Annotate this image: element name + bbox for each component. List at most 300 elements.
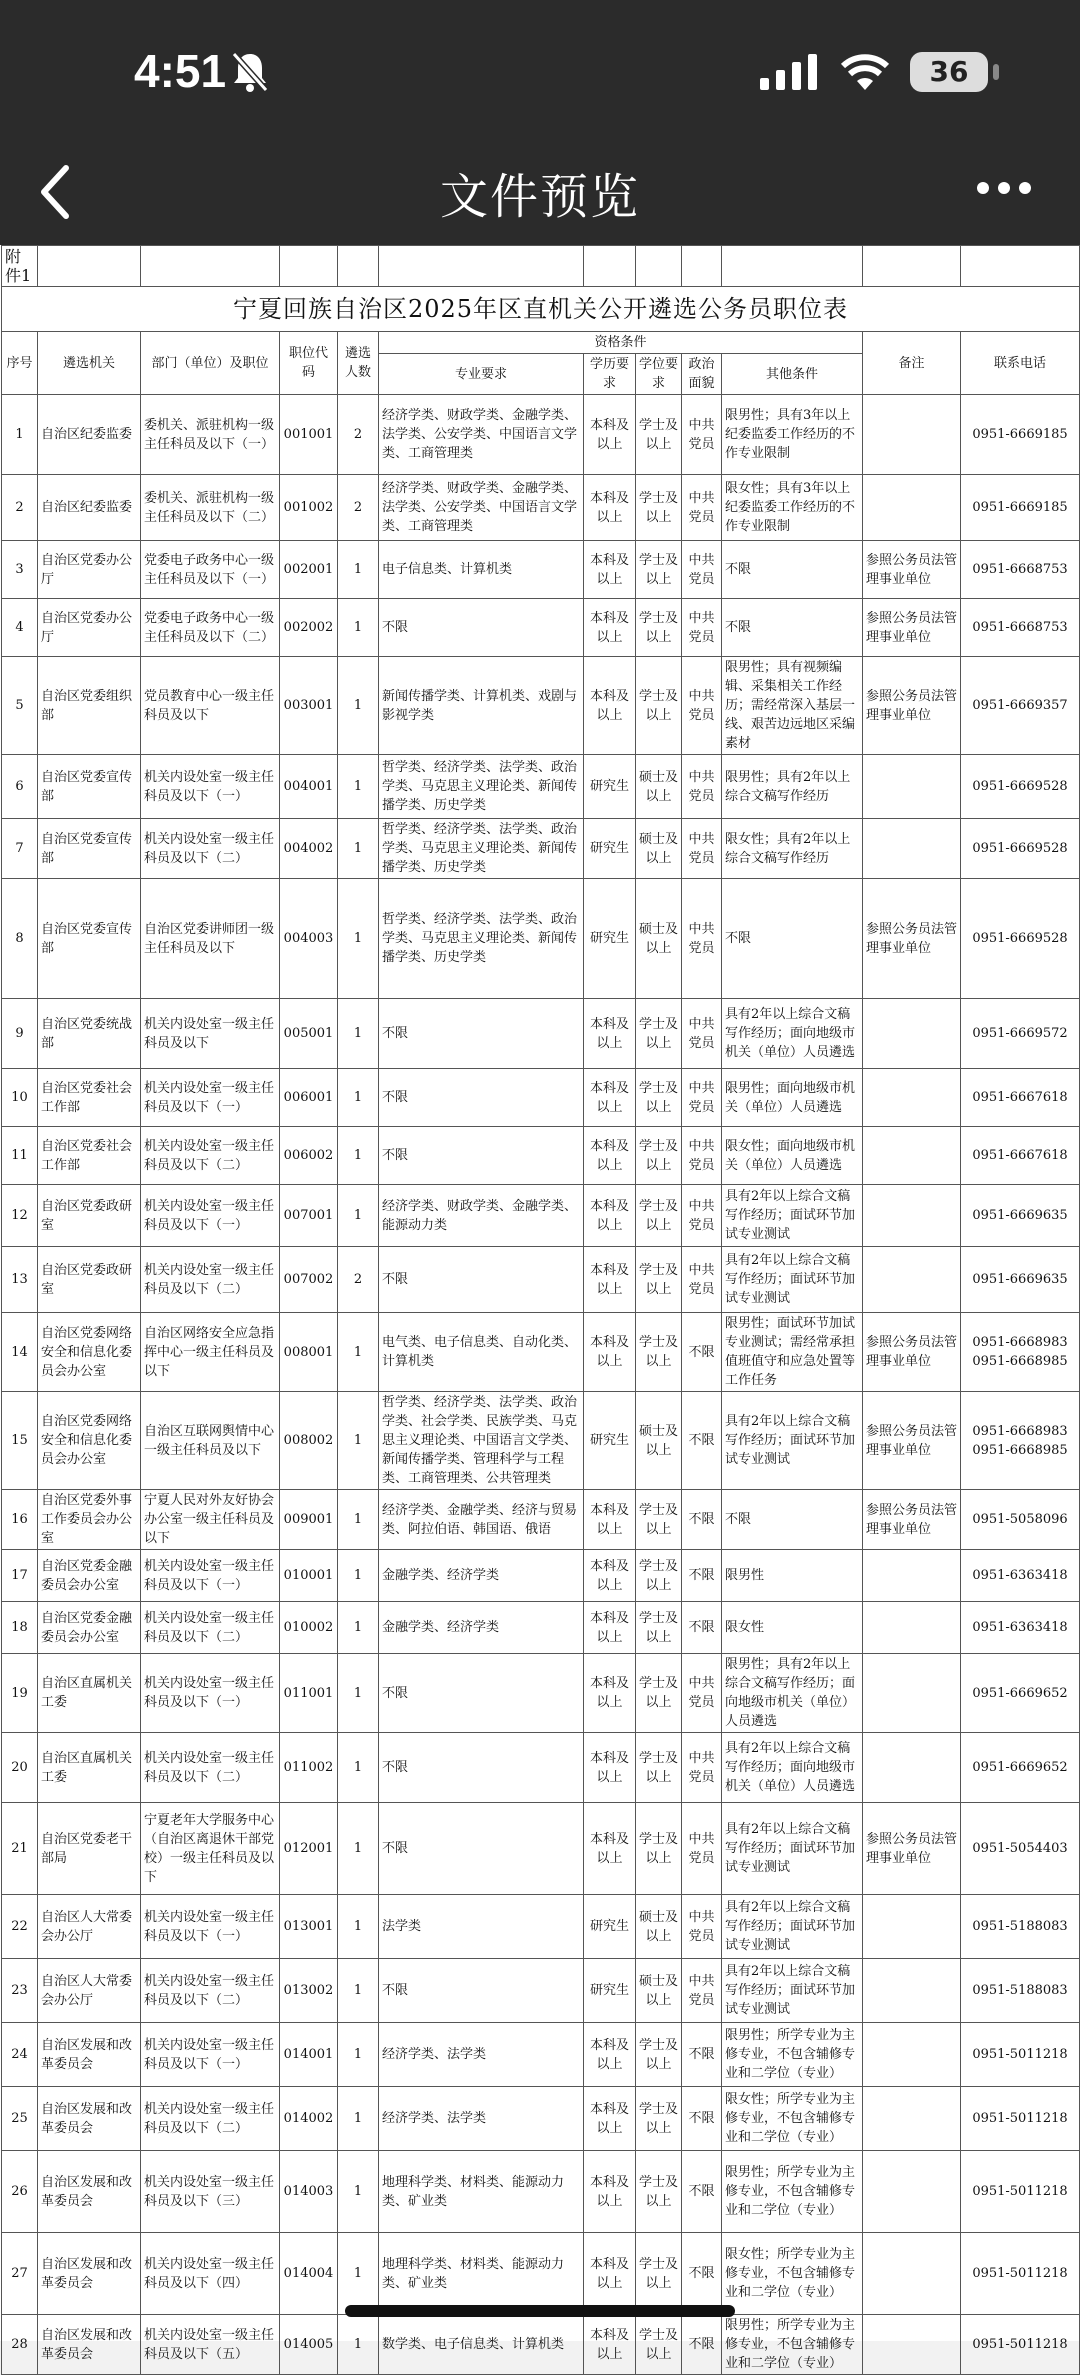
cell-dept: 机关内设处室一级主任科员及以下（一）	[141, 1069, 280, 1127]
cell-degree: 学士及以上	[636, 2315, 682, 2375]
cell-degree: 学士及以上	[636, 657, 682, 755]
cell-major: 地理科学类、材料类、能源动力类、矿业类	[379, 2233, 584, 2315]
cell-political: 中共党员	[682, 879, 722, 999]
table-row	[2, 999, 1080, 1069]
cell-dept: 机关内设处室一级主任科员及以下（二）	[141, 1127, 280, 1185]
cell-other: 限男性；面向地级市机关（单位）人员遴选	[722, 1069, 863, 1127]
cell-phone: 0951-6669635	[961, 1185, 1080, 1247]
table-row	[2, 1550, 1080, 1602]
cell-seq: 3	[2, 541, 38, 599]
header-degree: 学位要求	[636, 354, 682, 395]
cell-num: 1	[338, 2233, 379, 2315]
cell-note	[863, 1247, 961, 1313]
cell-phone: 0951-6669185	[961, 475, 1080, 541]
cell-org: 自治区党委外事工作委员会办公室	[38, 1490, 141, 1550]
cell-seq: 27	[2, 2233, 38, 2315]
cell-degree: 学士及以上	[636, 395, 682, 475]
cell-degree: 学士及以上	[636, 1803, 682, 1895]
cell-major: 经济学类、财政学类、金融学类、能源动力类	[379, 1185, 584, 1247]
cell-code: 003001	[280, 657, 338, 755]
cell-other: 限男性；具有2年以上综合文稿写作经历；面向地级市机关（单位）人员遴选	[722, 1654, 863, 1733]
cell-code: 004003	[280, 879, 338, 999]
cell-note	[863, 2087, 961, 2151]
cell-political: 不限	[682, 1490, 722, 1550]
cell-other: 具有2年以上综合文稿写作经历；面试环节加试专业测试	[722, 1185, 863, 1247]
cell-dept: 机关内设处室一级主任科员及以下（五）	[141, 2315, 280, 2375]
cell-code: 012001	[280, 1803, 338, 1895]
table-row	[2, 1654, 1080, 1733]
cell-other: 不限	[722, 541, 863, 599]
cell-major: 不限	[379, 999, 584, 1069]
cell-edu: 研究生	[584, 819, 636, 879]
cell-phone: 0951-6363418	[961, 1602, 1080, 1654]
cell-org: 自治区党委宣传部	[38, 819, 141, 879]
cell-degree: 硕士及以上	[636, 755, 682, 819]
cell-major: 金融学类、经济学类	[379, 1550, 584, 1602]
cell-edu: 本科及以上	[584, 1733, 636, 1803]
cell-edu: 研究生	[584, 755, 636, 819]
cell-note	[863, 2023, 961, 2087]
cell-num: 1	[338, 599, 379, 657]
cell-phone: 0951-6669572	[961, 999, 1080, 1069]
cell-political: 不限	[682, 2151, 722, 2233]
cell-org: 自治区党委老干部局	[38, 1803, 141, 1895]
table-row	[2, 1247, 1080, 1313]
table-row	[2, 879, 1080, 999]
cell-degree: 学士及以上	[636, 1602, 682, 1654]
cell-phone: 0951-5011218	[961, 2023, 1080, 2087]
cell-edu: 本科及以上	[584, 1069, 636, 1127]
cell-political: 中共党员	[682, 1247, 722, 1313]
cell-degree: 硕士及以上	[636, 819, 682, 879]
cell-edu: 研究生	[584, 1895, 636, 1959]
status-bar	[0, 0, 1080, 140]
cell-num: 1	[338, 1069, 379, 1127]
table-row	[2, 541, 1080, 599]
cell-political: 中共党员	[682, 541, 722, 599]
cell-num: 1	[338, 2087, 379, 2151]
cell-note	[863, 1127, 961, 1185]
cell-org: 自治区发展和改革委员会	[38, 2087, 141, 2151]
wifi-icon	[840, 52, 890, 96]
table-row	[2, 1733, 1080, 1803]
cell-political: 中共党员	[682, 755, 722, 819]
cell-code: 006001	[280, 1069, 338, 1127]
table-row	[2, 2233, 1080, 2315]
table-row	[2, 755, 1080, 819]
cell-org: 自治区党委办公厅	[38, 599, 141, 657]
cell-code: 011002	[280, 1733, 338, 1803]
cell-other: 限男性；所学专业为主修专业，不包含辅修专业和二学位（专业）	[722, 2023, 863, 2087]
battery-indicator: 36	[910, 52, 988, 92]
cell-code: 004001	[280, 755, 338, 819]
table-row	[2, 2315, 1080, 2375]
cell-political: 不限	[682, 2315, 722, 2375]
cell-degree: 硕士及以上	[636, 1392, 682, 1490]
cell-note	[863, 755, 961, 819]
cell-dept: 机关内设处室一级主任科员及以下（一）	[141, 1185, 280, 1247]
header-seq: 序号	[2, 332, 38, 395]
cell-code: 007001	[280, 1185, 338, 1247]
cell-major: 金融学类、经济学类	[379, 1602, 584, 1654]
cell-note	[863, 1895, 961, 1959]
cell-phone: 0951-6668983 0951-6668985	[961, 1313, 1080, 1392]
cell-degree: 硕士及以上	[636, 1895, 682, 1959]
cell-other: 具有2年以上综合文稿写作经历；面向地级市机关（单位）人员遴选	[722, 999, 863, 1069]
cell-code: 010001	[280, 1550, 338, 1602]
cell-code: 009001	[280, 1490, 338, 1550]
cell-edu: 研究生	[584, 879, 636, 999]
cell-code: 014004	[280, 2233, 338, 2315]
table-row	[2, 1127, 1080, 1185]
cell-major: 经济学类、法学类	[379, 2023, 584, 2087]
cellular-signal-icon	[760, 54, 820, 94]
cell-code: 011001	[280, 1654, 338, 1733]
cell-edu: 本科及以上	[584, 2151, 636, 2233]
cell-other: 限女性；所学专业为主修专业，不包含辅修专业和二学位（专业）	[722, 2233, 863, 2315]
document-viewer[interactable]	[0, 245, 1080, 2371]
cell-dept: 自治区党委讲师团一级主任科员及以下	[141, 879, 280, 999]
cell-degree: 学士及以上	[636, 1550, 682, 1602]
cell-major: 数学类、电子信息类、计算机类	[379, 2315, 584, 2375]
cell-note	[863, 1959, 961, 2023]
cell-dept: 机关内设处室一级主任科员及以下（二）	[141, 2087, 280, 2151]
cell-dept: 党委电子政务中心一级主任科员及以下（二）	[141, 599, 280, 657]
cell-degree: 学士及以上	[636, 1069, 682, 1127]
cell-org: 自治区党委金融委员会办公室	[38, 1602, 141, 1654]
table-row	[2, 657, 1080, 755]
cell-edu: 本科及以上	[584, 475, 636, 541]
cell-code: 014003	[280, 2151, 338, 2233]
cell-dept: 机关内设处室一级主任科员及以下（四）	[141, 2233, 280, 2315]
cell-org: 自治区党委政研室	[38, 1247, 141, 1313]
cell-note	[863, 395, 961, 475]
cell-seq: 28	[2, 2315, 38, 2375]
cell-edu: 本科及以上	[584, 2315, 636, 2375]
cell-phone: 0951-6668753	[961, 541, 1080, 599]
cell-other: 限女性	[722, 1602, 863, 1654]
cell-dept: 委机关、派驻机构一级主任科员及以下（二）	[141, 475, 280, 541]
cell-edu: 本科及以上	[584, 541, 636, 599]
cell-org: 自治区发展和改革委员会	[38, 2023, 141, 2087]
cell-note: 参照公务员法管理事业单位	[863, 1313, 961, 1392]
cell-num: 1	[338, 2151, 379, 2233]
cell-other: 具有2年以上综合文稿写作经历；面向地级市机关（单位）人员遴选	[722, 1733, 863, 1803]
cell-num: 1	[338, 1959, 379, 2023]
table-row	[2, 2087, 1080, 2151]
cell-num: 1	[338, 999, 379, 1069]
cell-dept: 自治区网络安全应急指挥中心一级主任科员及以下	[141, 1313, 280, 1392]
cell-code: 013001	[280, 1895, 338, 1959]
cell-other: 限女性；具有2年以上综合文稿写作经历	[722, 819, 863, 879]
cell-org: 自治区发展和改革委员会	[38, 2315, 141, 2375]
cell-degree: 学士及以上	[636, 1247, 682, 1313]
cell-major: 不限	[379, 1127, 584, 1185]
cell-org: 自治区发展和改革委员会	[38, 2151, 141, 2233]
table-row	[2, 2151, 1080, 2233]
cell-edu: 本科及以上	[584, 1185, 636, 1247]
cell-edu: 本科及以上	[584, 1654, 636, 1733]
cell-note	[863, 999, 961, 1069]
cell-org: 自治区党委宣传部	[38, 879, 141, 999]
cell-code: 001001	[280, 395, 338, 475]
cell-num: 1	[338, 2023, 379, 2087]
bell-muted-icon	[230, 50, 270, 98]
cell-org: 自治区党委统战部	[38, 999, 141, 1069]
cell-major: 经济学类、法学类	[379, 2087, 584, 2151]
header-code: 职位代码	[280, 332, 338, 395]
cell-phone: 0951-5188083	[961, 1959, 1080, 2023]
cell-political: 中共党员	[682, 1069, 722, 1127]
header-edu: 学历要求	[584, 354, 636, 395]
cell-major: 哲学类、经济学类、法学类、政治学类、马克思主义理论类、新闻传播学类、历史学类	[379, 819, 584, 879]
cell-num: 2	[338, 475, 379, 541]
cell-note	[863, 475, 961, 541]
cell-note: 参照公务员法管理事业单位	[863, 657, 961, 755]
table-row	[2, 1602, 1080, 1654]
cell-num: 1	[338, 755, 379, 819]
cell-dept: 机关内设处室一级主任科员及以下（一）	[141, 1550, 280, 1602]
cell-political: 中共党员	[682, 1733, 722, 1803]
home-indicator	[345, 2305, 735, 2317]
header-other: 其他条件	[722, 354, 863, 395]
cell-phone: 0951-6668753	[961, 599, 1080, 657]
cell-other: 具有2年以上综合文稿写作经历；面试环节加试专业测试	[722, 1392, 863, 1490]
cell-edu: 研究生	[584, 1959, 636, 2023]
cell-org: 自治区党委金融委员会办公室	[38, 1550, 141, 1602]
cell-code: 002001	[280, 541, 338, 599]
cell-seq: 8	[2, 879, 38, 999]
cell-phone: 0951-5011218	[961, 2315, 1080, 2375]
cell-edu: 本科及以上	[584, 657, 636, 755]
cell-num: 1	[338, 879, 379, 999]
cell-other: 限男性；所学专业为主修专业，不包含辅修专业和二学位（专业）	[722, 2151, 863, 2233]
table-row	[2, 1069, 1080, 1127]
cell-political: 不限	[682, 2023, 722, 2087]
table-row	[2, 395, 1080, 475]
cell-num: 1	[338, 1392, 379, 1490]
cell-political: 中共党员	[682, 657, 722, 755]
cell-major: 电子信息类、计算机类	[379, 541, 584, 599]
cell-other: 限男性；所学专业为主修专业，不包含辅修专业和二学位（专业）	[722, 2315, 863, 2375]
cell-phone: 0951-5058096	[961, 1490, 1080, 1550]
cell-code: 004002	[280, 819, 338, 879]
cell-num: 1	[338, 657, 379, 755]
cell-dept: 机关内设处室一级主任科员及以下（二）	[141, 1959, 280, 2023]
cell-other: 限男性；具有视频编辑、采集相关工作经历；需经常深入基层一线、艰苦边远地区采编素材	[722, 657, 863, 755]
cell-dept: 委机关、派驻机构一级主任科员及以下（一）	[141, 395, 280, 475]
cell-seq: 7	[2, 819, 38, 879]
cell-seq: 20	[2, 1733, 38, 1803]
cell-edu: 本科及以上	[584, 1803, 636, 1895]
cell-num: 1	[338, 1803, 379, 1895]
cell-other: 不限	[722, 1490, 863, 1550]
cell-note: 参照公务员法管理事业单位	[863, 1490, 961, 1550]
cell-seq: 24	[2, 2023, 38, 2087]
cell-other: 不限	[722, 879, 863, 999]
cell-dept: 自治区互联网舆情中心一级主任科员及以下	[141, 1392, 280, 1490]
cell-political: 中共党员	[682, 1185, 722, 1247]
cell-num: 2	[338, 395, 379, 475]
cell-major: 法学类	[379, 1895, 584, 1959]
cell-org: 自治区党委社会工作部	[38, 1069, 141, 1127]
cell-degree: 学士及以上	[636, 1313, 682, 1392]
cell-note	[863, 1550, 961, 1602]
table-row	[2, 1959, 1080, 2023]
cell-edu: 本科及以上	[584, 999, 636, 1069]
cell-political: 不限	[682, 1313, 722, 1392]
cell-political: 中共党员	[682, 1654, 722, 1733]
cell-note: 参照公务员法管理事业单位	[863, 599, 961, 657]
cell-dept: 宁夏人民对外友好协会办公室一级主任科员及以下	[141, 1490, 280, 1550]
cell-edu: 本科及以上	[584, 1490, 636, 1550]
cell-other: 具有2年以上综合文稿写作经历；面试环节加试专业测试	[722, 1895, 863, 1959]
cell-num: 2	[338, 1247, 379, 1313]
cell-phone: 0951-6669357	[961, 657, 1080, 755]
cell-other: 限男性	[722, 1550, 863, 1602]
cell-major: 不限	[379, 1069, 584, 1127]
cell-degree: 学士及以上	[636, 2023, 682, 2087]
cell-other: 限男性；具有2年以上综合文稿写作经历	[722, 755, 863, 819]
cell-degree: 硕士及以上	[636, 1959, 682, 2023]
cell-degree: 学士及以上	[636, 1733, 682, 1803]
cell-major: 电气类、电子信息类、自动化类、计算机类	[379, 1313, 584, 1392]
header-qualifications: 资格条件	[379, 332, 863, 354]
cell-num: 1	[338, 1895, 379, 1959]
cell-seq: 12	[2, 1185, 38, 1247]
cell-degree: 学士及以上	[636, 2151, 682, 2233]
cell-org: 自治区人大常委会办公厅	[38, 1959, 141, 2023]
cell-other: 限男性；具有3年以上纪委监委工作经历的不作专业限制	[722, 395, 863, 475]
cell-seq: 13	[2, 1247, 38, 1313]
cell-phone: 0951-5011218	[961, 2233, 1080, 2315]
cell-num: 1	[338, 1185, 379, 1247]
cell-org: 自治区党委网络安全和信息化委员会办公室	[38, 1392, 141, 1490]
cell-seq: 2	[2, 475, 38, 541]
cell-note	[863, 1185, 961, 1247]
cell-phone: 0951-6669528	[961, 755, 1080, 819]
cell-note	[863, 2233, 961, 2315]
cell-dept: 机关内设处室一级主任科员及以下（三）	[141, 2151, 280, 2233]
cell-seq: 4	[2, 599, 38, 657]
header-phone: 联系电话	[961, 332, 1080, 395]
cell-seq: 15	[2, 1392, 38, 1490]
cell-code: 010002	[280, 1602, 338, 1654]
cell-code: 008002	[280, 1392, 338, 1490]
cell-other: 限女性；具有3年以上纪委监委工作经历的不作专业限制	[722, 475, 863, 541]
cell-note: 参照公务员法管理事业单位	[863, 879, 961, 999]
cell-note	[863, 1602, 961, 1654]
table-row	[2, 1313, 1080, 1392]
cell-other: 限男性；面试环节加试专业测试；需经常承担值班值守和应急处置等工作任务	[722, 1313, 863, 1392]
cell-political: 不限	[682, 1602, 722, 1654]
cell-code: 005001	[280, 999, 338, 1069]
table-row	[2, 1803, 1080, 1895]
cell-seq: 19	[2, 1654, 38, 1733]
cell-num: 1	[338, 1550, 379, 1602]
cell-edu: 本科及以上	[584, 2023, 636, 2087]
cell-num: 1	[338, 1733, 379, 1803]
cell-major: 经济学类、财政学类、金融学类、法学类、公安学类、中国语言文学类、工商管理类	[379, 395, 584, 475]
cell-edu: 本科及以上	[584, 1313, 636, 1392]
cell-seq: 14	[2, 1313, 38, 1392]
cell-dept: 机关内设处室一级主任科员及以下（一）	[141, 755, 280, 819]
cell-major: 不限	[379, 1803, 584, 1895]
cell-edu: 本科及以上	[584, 1602, 636, 1654]
cell-seq: 18	[2, 1602, 38, 1654]
cell-political: 中共党员	[682, 1127, 722, 1185]
cell-org: 自治区直属机关工委	[38, 1733, 141, 1803]
cell-org: 自治区人大常委会办公厅	[38, 1895, 141, 1959]
header-dept: 部门（单位）及职位	[141, 332, 280, 395]
cell-edu: 本科及以上	[584, 2087, 636, 2151]
cell-note: 参照公务员法管理事业单位	[863, 1803, 961, 1895]
cell-other: 具有2年以上综合文稿写作经历；面试环节加试专业测试	[722, 1247, 863, 1313]
nav-bar	[0, 140, 1080, 245]
cell-org: 自治区党委政研室	[38, 1185, 141, 1247]
cell-code: 006002	[280, 1127, 338, 1185]
cell-num: 1	[338, 1127, 379, 1185]
cell-dept: 机关内设处室一级主任科员及以下（二）	[141, 1247, 280, 1313]
cell-code: 002002	[280, 599, 338, 657]
cell-degree: 学士及以上	[636, 999, 682, 1069]
cell-code: 014005	[280, 2315, 338, 2375]
cell-political: 中共党员	[682, 475, 722, 541]
cell-org: 自治区党委办公厅	[38, 541, 141, 599]
cell-phone: 0951-5011218	[961, 2087, 1080, 2151]
cell-phone: 0951-6669528	[961, 819, 1080, 879]
cell-major: 不限	[379, 1654, 584, 1733]
cell-political: 不限	[682, 2087, 722, 2151]
cell-political: 中共党员	[682, 599, 722, 657]
cell-seq: 6	[2, 755, 38, 819]
cell-phone: 0951-6669652	[961, 1733, 1080, 1803]
cell-major: 不限	[379, 1959, 584, 2023]
table-row	[2, 2023, 1080, 2087]
positions-table	[1, 245, 1080, 2375]
cell-degree: 硕士及以上	[636, 879, 682, 999]
cell-org: 自治区党委网络安全和信息化委员会办公室	[38, 1313, 141, 1392]
cell-political: 不限	[682, 2233, 722, 2315]
cell-phone: 0951-5054403	[961, 1803, 1080, 1895]
cell-phone: 0951-6363418	[961, 1550, 1080, 1602]
cell-num: 1	[338, 819, 379, 879]
cell-degree: 学士及以上	[636, 599, 682, 657]
header-num: 遴选人数	[338, 332, 379, 395]
cell-major: 哲学类、经济学类、法学类、政治学类、社会学类、民族学类、马克思主义理论类、中国语言文学类、新闻传播学类、管理科学与工程类、工商管理类、公共管理类	[379, 1392, 584, 1490]
cell-political: 中共党员	[682, 1895, 722, 1959]
cell-seq: 1	[2, 395, 38, 475]
cell-code: 014001	[280, 2023, 338, 2087]
cell-political: 中共党员	[682, 999, 722, 1069]
cell-seq: 11	[2, 1127, 38, 1185]
header-note: 备注	[863, 332, 961, 395]
cell-seq: 25	[2, 2087, 38, 2151]
cell-political: 中共党员	[682, 1803, 722, 1895]
cell-org: 自治区党委组织部	[38, 657, 141, 755]
more-icon[interactable]	[976, 180, 1032, 199]
cell-seq: 21	[2, 1803, 38, 1895]
cell-num: 1	[338, 1602, 379, 1654]
cell-num: 1	[338, 541, 379, 599]
cell-phone: 0951-6667618	[961, 1069, 1080, 1127]
cell-major: 不限	[379, 599, 584, 657]
cell-code: 008001	[280, 1313, 338, 1392]
cell-dept: 机关内设处室一级主任科员及以下	[141, 999, 280, 1069]
cell-note	[863, 1069, 961, 1127]
cell-dept: 机关内设处室一级主任科员及以下（一）	[141, 1895, 280, 1959]
cell-seq: 10	[2, 1069, 38, 1127]
